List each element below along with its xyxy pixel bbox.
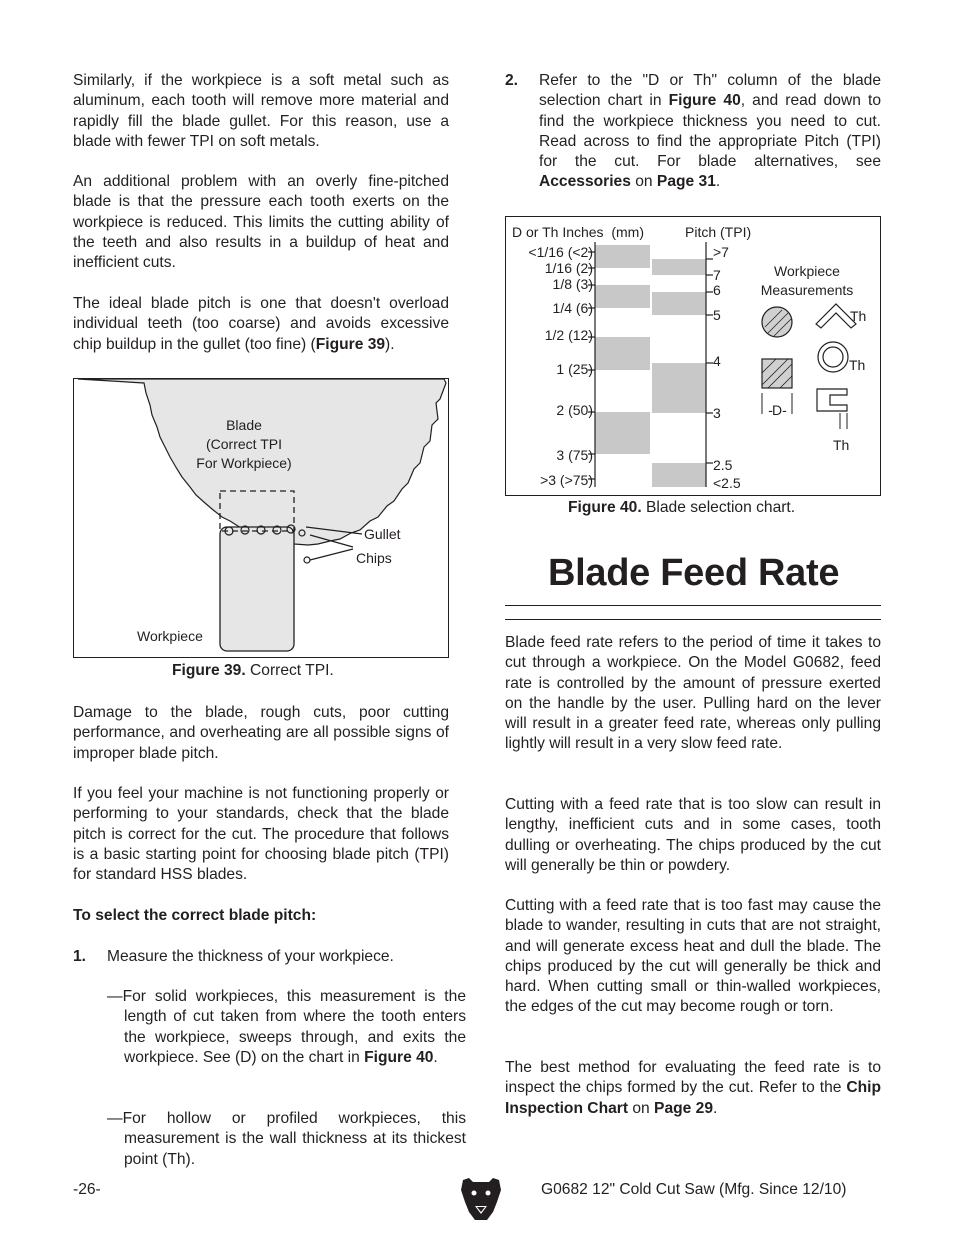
pitch-bands [652,259,706,487]
figure-39 [73,378,449,658]
figure-40 [505,216,881,496]
thickness-6: 1 (25) [556,361,593,377]
paragraph-soft-metal: Similarly, if the workpiece is a soft metal such as aluminum, each tooth will remove more material and rapidly fill the blade gullet. For this reason, use a blade with fewer TPI on soft metals. [73,72,449,150]
step-1-text: Measure the thickness of your workpiece. [107,948,394,965]
heading-rule-bottom [505,619,881,620]
solid-workpiece-note: —For solid workpieces, this measurement is the length of cut taken from where the tooth enters the workpiece, sweeps through, and exits the workpiece. See (D) on the chart in Figure 40. [107,988,466,1066]
paragraph-too-slow: Cutting with a feed rate that is too slow can result in lengthy, inefficient cuts and in some cases, tooth dulling or overheating. The chips produced by the cut will generally be thin or powdery. [505,796,881,874]
solid-square-icon [762,359,792,388]
thickness-bands [595,245,650,454]
hollow-workpiece-note: —For hollow or profiled workpieces, this measurement is the wall thickness at its thickest point (Th). [107,1110,466,1168]
thickness-9: >3 (>75) [540,472,593,488]
thickness-7: 2 (50) [556,402,593,418]
figure-40-caption: Figure 40. Blade selection chart. [568,499,796,516]
th-label-tube: Th [849,357,866,373]
thickness-8: 3 (75) [556,447,593,463]
heading-rule-top [505,605,881,606]
pitch-2: 7 [713,267,721,283]
measurements-label-1: Workpiece [774,263,840,279]
pitch-4: 5 [713,307,721,323]
pitch-5: 4 [713,353,721,369]
paragraph-machine: If you feel your machine is not functioning properly or performing to your standards, check that the blade pitch is correct for the cut. The procedure that follows is a basic starting point for choosing blade pitch (TPI) for standard HSS blades. [73,785,449,884]
paragraph-best-method: The best method for evaluating the feed rate is to inspect the chips formed by the cut. Refer to the Chip Inspection Chart on Page 29. [505,1059,881,1117]
thickness-5: 1/2 (12) [544,327,593,343]
pitch-8: <2.5 [713,475,741,491]
blade-label-2: (Correct TPI [206,436,282,452]
workpiece-label: Workpiece [137,628,203,644]
pitch-3: 6 [713,282,721,298]
thickness-3: 1/8 (3) [552,276,593,292]
gullet-label: Gullet [364,526,401,542]
section-heading: Blade Feed Rate [548,552,840,594]
step-1-number: 1. [73,948,87,965]
thickness-4: 1/4 (6) [552,300,593,316]
pitch-6: 3 [713,405,721,421]
thickness-2: 1/16 (2) [544,260,593,276]
th-label-channel: Th [833,437,850,453]
chips-label: Chips [356,550,392,566]
thickness-1: <1/16 (<2) [528,244,593,260]
figure-39-caption: Figure 39. Correct TPI. [172,662,334,679]
col2-header: Pitch (TPI) [685,224,752,240]
channel-icon [817,389,847,411]
blade-label-3: For Workpiece) [196,455,292,471]
pitch-7: 2.5 [713,457,733,473]
paragraph-fine-pitch: An additional problem with an overly fine-pitched blade is that the pressure each tooth exerts on the workpiece is reduced. This limits the cutting ability of the teeth and also results in a buildup of heat and inefficient cuts. [73,173,449,272]
blade-label-1: Blade [226,417,262,433]
pitch-1: >7 [713,244,729,260]
measurements-label-2: Measurements [760,282,854,298]
paragraph-feed-rate: Blade feed rate refers to the period of time it takes to cut through a workpiece. On the Model G0682, feed rate is controlled by the amount of pressure exerted on the handle by the user. Pulling hard on the lever will result in a greater feed rate, whereas only pulling lightly will result in a very slow feed rate. [505,634,881,753]
footer-title: G0682 12" Cold Cut Saw (Mfg. Since 12/10) [541,1181,847,1198]
select-heading: To select the correct blade pitch: [73,907,317,924]
workpiece-block [220,527,294,651]
step-2-text: Refer to the "D or Th" column of the blade selection chart in Figure 40, and read down to find the workpiece thickness you need to cut. Read across to find the appropriate Pitch (TPI) for the cut. For blade alternatives, see Accessories on Page 31. [539,72,881,191]
paragraph-ideal-pitch: The ideal blade pitch is one that doesn't overload individual teeth (too coarse) and avoids excessive chip buildup in the gullet (too fine) (Figure 39). [73,295,449,353]
paragraph-damage: Damage to the blade, rough cuts, poor cutting performance, and overheating are all possible signs of improper blade pitch. [73,704,449,762]
th-label-angle: Th [850,308,867,324]
col1-header: D or Th Inches (mm) [512,224,644,240]
page-number: -26- [73,1181,101,1198]
paragraph-too-fast: Cutting with a feed rate that is too fast may cause the blade to wander, resulting in cuts that are not straight, and will generate excess heat and dull the blade. The chips produced by the cut will generally be thick and hard. When cutting small or thin-walled workpieces, the edges of the cut may become rough or torn. [505,897,881,1016]
d-label: -D- [766,402,788,418]
figure-39-ref: Figure 39 [315,335,386,353]
bear-logo-icon [459,1174,503,1222]
step-2-number: 2. [505,72,519,89]
pitch-ticks [706,259,713,463]
